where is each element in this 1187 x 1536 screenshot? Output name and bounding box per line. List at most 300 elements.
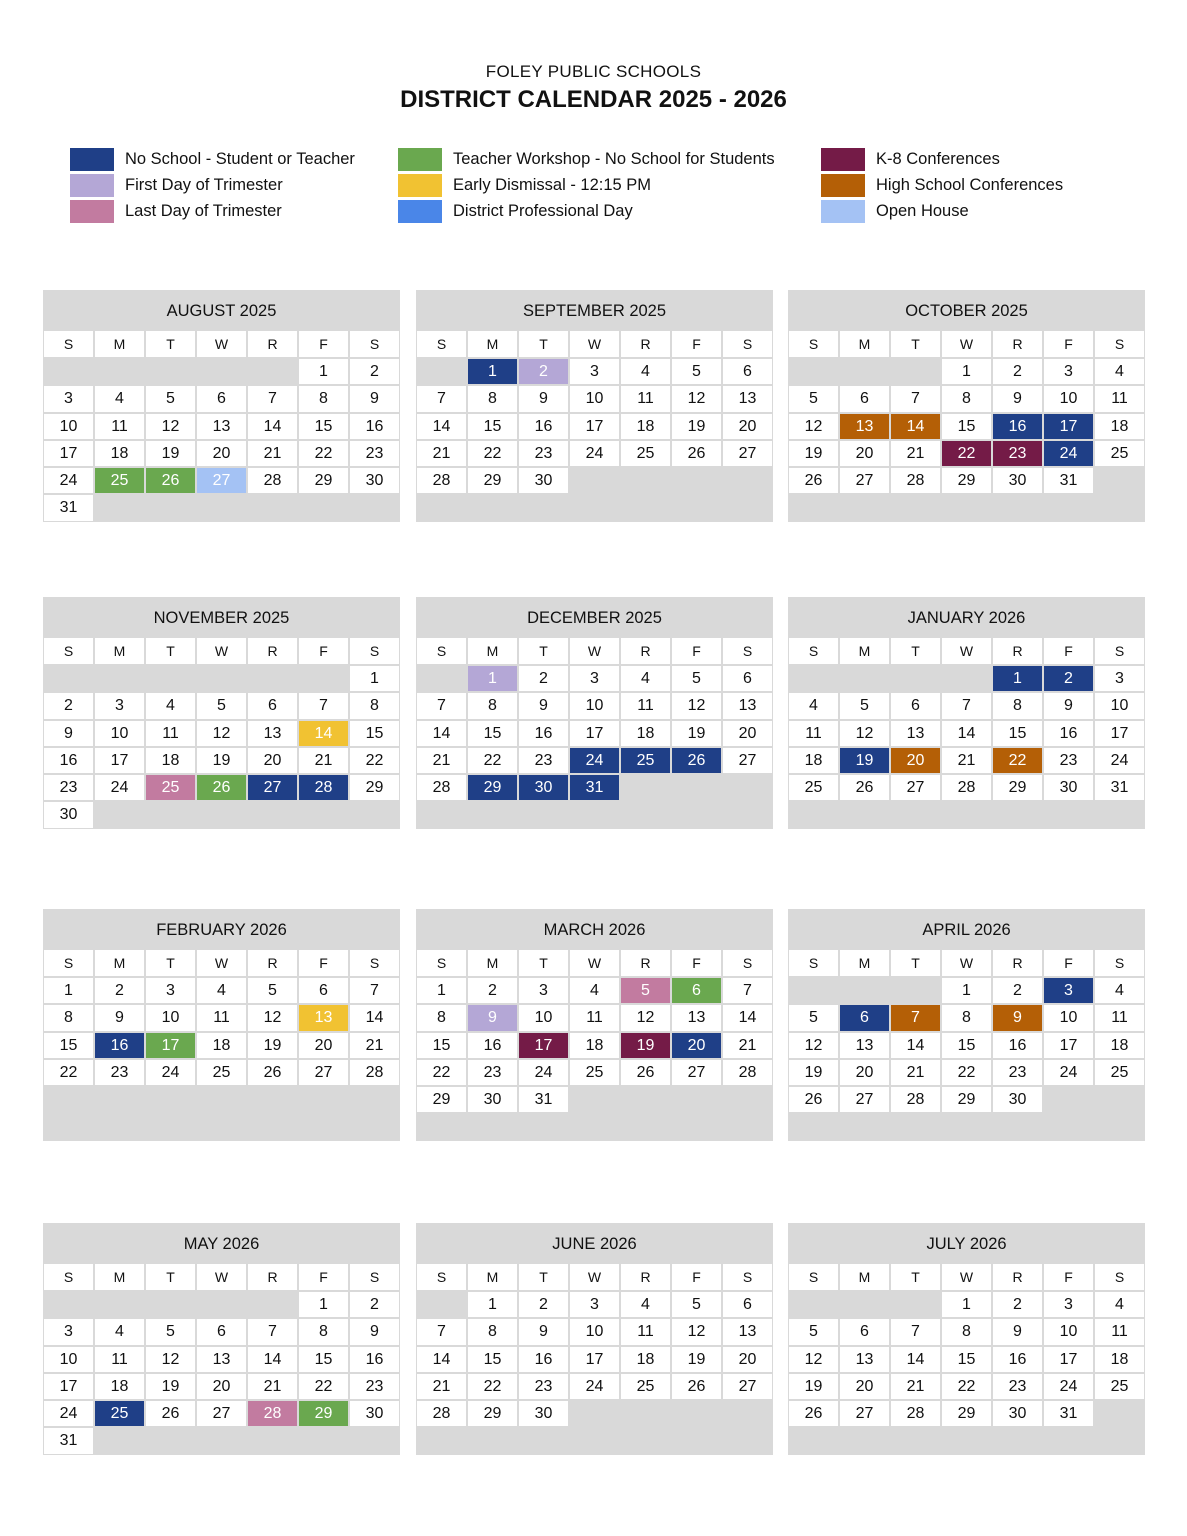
day-cell: 16: [350, 1347, 399, 1372]
weekday-header: F: [299, 1264, 348, 1290]
day-cell-noschool: 30: [519, 775, 568, 800]
empty-cell: [840, 978, 889, 1003]
weekday-header: T: [519, 1264, 568, 1290]
day-cell: 22: [417, 1060, 466, 1085]
calendar-title: DISTRICT CALENDAR 2025 - 2026: [400, 86, 787, 113]
day-cell: 19: [672, 1347, 721, 1372]
day-cell-hs: 14: [891, 414, 940, 439]
empty-cell: [519, 495, 568, 520]
empty-cell: [468, 1428, 517, 1453]
day-cell-hs: 20: [891, 748, 940, 773]
day-cell: 28: [942, 775, 991, 800]
empty-cell: [723, 1114, 772, 1139]
day-cell: 20: [840, 441, 889, 466]
day-cell: 29: [350, 775, 399, 800]
day-cell: 16: [519, 414, 568, 439]
day-cell-noschool: 1: [993, 666, 1042, 691]
month-grid: [44, 638, 399, 828]
day-cell: 9: [95, 1005, 144, 1030]
day-cell: 2: [993, 978, 1042, 1003]
day-cell: 28: [417, 775, 466, 800]
day-cell: 3: [1095, 666, 1144, 691]
day-cell-early: 14: [299, 721, 348, 746]
weekday-header: S: [44, 1264, 93, 1290]
month-calendar: [788, 597, 1145, 829]
month-calendar: [416, 1223, 773, 1455]
day-cell: 25: [197, 1060, 246, 1085]
empty-cell: [993, 495, 1042, 520]
legend-swatch: [70, 200, 114, 223]
day-cell: 1: [942, 359, 991, 384]
day-cell: 1: [468, 1292, 517, 1317]
weekday-header: S: [723, 331, 772, 357]
weekday-header: M: [468, 331, 517, 357]
day-cell: 28: [417, 468, 466, 493]
day-cell: 30: [993, 468, 1042, 493]
day-cell: 15: [299, 1347, 348, 1372]
day-cell: 4: [621, 1292, 670, 1317]
day-cell: 28: [891, 468, 940, 493]
day-cell-early: 13: [299, 1005, 348, 1030]
legend-item-last: [70, 199, 282, 223]
day-cell: 27: [723, 441, 772, 466]
day-cell: 23: [519, 1374, 568, 1399]
day-cell: 21: [723, 1033, 772, 1058]
day-cell: 25: [789, 775, 838, 800]
day-cell-hs: 9: [993, 1005, 1042, 1030]
day-cell: 27: [723, 748, 772, 773]
weekday-header: S: [417, 950, 466, 976]
empty-cell: [248, 1292, 297, 1317]
day-cell: 3: [1044, 1292, 1093, 1317]
day-cell: 10: [519, 1005, 568, 1030]
day-cell: 6: [840, 386, 889, 411]
weekday-header: T: [519, 638, 568, 664]
empty-cell: [840, 802, 889, 827]
day-cell: 29: [942, 1087, 991, 1112]
weekday-header: S: [789, 1264, 838, 1290]
empty-cell: [570, 468, 619, 493]
month-title: OCTOBER 2025: [789, 291, 1144, 331]
empty-cell: [1095, 468, 1144, 493]
empty-cell: [942, 666, 991, 691]
weekday-header: F: [672, 331, 721, 357]
day-cell: 5: [672, 666, 721, 691]
day-cell: 19: [672, 414, 721, 439]
day-cell: 22: [942, 1060, 991, 1085]
day-cell: 28: [248, 468, 297, 493]
day-cell: 8: [942, 386, 991, 411]
day-cell: 18: [570, 1033, 619, 1058]
empty-cell: [299, 1087, 348, 1112]
weekday-header: M: [468, 638, 517, 664]
empty-cell: [95, 1087, 144, 1112]
weekday-header: F: [672, 638, 721, 664]
empty-cell: [891, 666, 940, 691]
day-cell: 7: [417, 693, 466, 718]
day-cell: 19: [789, 1060, 838, 1085]
day-cell-noschool: 2: [1044, 666, 1093, 691]
day-cell: 4: [789, 693, 838, 718]
day-cell-noschool: 25: [95, 1401, 144, 1426]
day-cell: 20: [248, 748, 297, 773]
day-cell: 11: [789, 721, 838, 746]
day-cell: 31: [519, 1087, 568, 1112]
day-cell: 14: [248, 414, 297, 439]
weekday-header: W: [570, 331, 619, 357]
day-cell: 9: [993, 1319, 1042, 1344]
empty-cell: [621, 1428, 670, 1453]
day-cell: 21: [891, 1060, 940, 1085]
day-cell: 17: [44, 1374, 93, 1399]
day-cell: 7: [891, 1319, 940, 1344]
day-cell: 28: [350, 1060, 399, 1085]
day-cell: 22: [350, 748, 399, 773]
empty-cell: [299, 1114, 348, 1139]
month-title: JUNE 2026: [417, 1224, 772, 1264]
month-grid: [417, 331, 772, 521]
day-cell: 20: [723, 414, 772, 439]
day-cell-last: 5: [621, 978, 670, 1003]
day-cell: 15: [44, 1033, 93, 1058]
empty-cell: [891, 1114, 940, 1139]
empty-cell: [672, 1401, 721, 1426]
day-cell: 10: [570, 1319, 619, 1344]
day-cell: 12: [197, 721, 246, 746]
empty-cell: [417, 1292, 466, 1317]
weekday-header: T: [519, 950, 568, 976]
empty-cell: [417, 359, 466, 384]
empty-cell: [1044, 1428, 1093, 1453]
month-title: APRIL 2026: [789, 910, 1144, 950]
month-title: MARCH 2026: [417, 910, 772, 950]
legend-swatch: [70, 174, 114, 197]
weekday-header: S: [1095, 638, 1144, 664]
empty-cell: [993, 802, 1042, 827]
legend-item-open: [821, 199, 969, 223]
weekday-header: W: [942, 331, 991, 357]
empty-cell: [891, 978, 940, 1003]
day-cell-noschool: 24: [1044, 441, 1093, 466]
empty-cell: [299, 1428, 348, 1453]
day-cell: 30: [1044, 775, 1093, 800]
empty-cell: [942, 1114, 991, 1139]
day-cell: 23: [519, 441, 568, 466]
day-cell: 3: [1044, 359, 1093, 384]
weekday-header: W: [197, 331, 246, 357]
day-cell: 2: [95, 978, 144, 1003]
empty-cell: [1095, 1401, 1144, 1426]
legend-label: Teacher Workshop - No School for Students: [453, 149, 775, 168]
day-cell: 3: [570, 666, 619, 691]
day-cell: 15: [468, 414, 517, 439]
empty-cell: [95, 495, 144, 520]
day-cell-last: 28: [248, 1401, 297, 1426]
empty-cell: [570, 1428, 619, 1453]
legend-label: No School - Student or Teacher: [125, 149, 355, 168]
empty-cell: [146, 666, 195, 691]
day-cell: 24: [519, 1060, 568, 1085]
day-cell: 11: [146, 721, 195, 746]
empty-cell: [197, 1292, 246, 1317]
day-cell: 12: [789, 1347, 838, 1372]
empty-cell: [1095, 1114, 1144, 1139]
empty-cell: [840, 1292, 889, 1317]
empty-cell: [44, 666, 93, 691]
month-calendar: [416, 909, 773, 1141]
empty-cell: [95, 1292, 144, 1317]
legend-label: First Day of Trimester: [125, 175, 283, 194]
day-cell: 23: [350, 441, 399, 466]
day-cell: 20: [299, 1033, 348, 1058]
day-cell: 13: [197, 414, 246, 439]
day-cell: 5: [248, 978, 297, 1003]
empty-cell: [417, 495, 466, 520]
day-cell: 6: [723, 359, 772, 384]
day-cell: 7: [942, 693, 991, 718]
day-cell: 24: [44, 468, 93, 493]
day-cell: 18: [1095, 414, 1144, 439]
empty-cell: [417, 802, 466, 827]
month-calendar: [416, 290, 773, 522]
weekday-header: W: [197, 950, 246, 976]
day-cell: 4: [146, 693, 195, 718]
day-cell: 6: [248, 693, 297, 718]
day-cell: 1: [417, 978, 466, 1003]
month-calendar: [788, 1223, 1145, 1455]
legend-swatch: [398, 174, 442, 197]
month-grid: [44, 950, 399, 1140]
empty-cell: [993, 1114, 1042, 1139]
empty-cell: [1095, 1428, 1144, 1453]
empty-cell: [621, 802, 670, 827]
month-grid: [789, 638, 1144, 828]
day-cell-noschool: 24: [570, 748, 619, 773]
day-cell: 26: [248, 1060, 297, 1085]
day-cell: 3: [146, 978, 195, 1003]
day-cell: 17: [1095, 721, 1144, 746]
day-cell: 9: [350, 386, 399, 411]
day-cell: 20: [723, 721, 772, 746]
weekday-header: S: [789, 950, 838, 976]
day-cell: 3: [44, 1319, 93, 1344]
day-cell-noschool: 25: [621, 748, 670, 773]
empty-cell: [350, 802, 399, 827]
day-cell: 13: [248, 721, 297, 746]
day-cell: 21: [891, 441, 940, 466]
day-cell-noschool: 31: [570, 775, 619, 800]
empty-cell: [621, 495, 670, 520]
day-cell: 28: [891, 1401, 940, 1426]
legend-label: Last Day of Trimester: [125, 201, 282, 220]
day-cell-noschool: 29: [468, 775, 517, 800]
day-cell: 12: [248, 1005, 297, 1030]
day-cell: 24: [1095, 748, 1144, 773]
weekday-header: F: [299, 950, 348, 976]
day-cell: 2: [468, 978, 517, 1003]
day-cell-k8: 22: [942, 441, 991, 466]
weekday-header: R: [621, 638, 670, 664]
day-cell: 15: [417, 1033, 466, 1058]
day-cell: 25: [621, 441, 670, 466]
day-cell: 30: [993, 1087, 1042, 1112]
day-cell-noschool: 20: [672, 1033, 721, 1058]
day-cell: 22: [468, 748, 517, 773]
empty-cell: [197, 802, 246, 827]
day-cell: 27: [672, 1060, 721, 1085]
empty-cell: [789, 1114, 838, 1139]
weekday-header: S: [1095, 950, 1144, 976]
empty-cell: [519, 1114, 568, 1139]
empty-cell: [891, 802, 940, 827]
weekday-header: M: [95, 331, 144, 357]
day-cell: 5: [789, 386, 838, 411]
day-cell: 2: [519, 1292, 568, 1317]
day-cell: 31: [44, 1428, 93, 1453]
empty-cell: [789, 666, 838, 691]
weekday-header: M: [468, 1264, 517, 1290]
empty-cell: [723, 1428, 772, 1453]
legend-item-k8: [821, 147, 1000, 171]
day-cell: 8: [468, 693, 517, 718]
day-cell: 15: [299, 414, 348, 439]
day-cell: 25: [621, 1374, 670, 1399]
month-grid: [417, 638, 772, 828]
day-cell: 23: [993, 1060, 1042, 1085]
empty-cell: [570, 802, 619, 827]
empty-cell: [672, 1087, 721, 1112]
empty-cell: [44, 1087, 93, 1112]
legend-swatch: [821, 200, 865, 223]
day-cell: 13: [891, 721, 940, 746]
month-title: DECEMBER 2025: [417, 598, 772, 638]
day-cell: 8: [468, 1319, 517, 1344]
empty-cell: [197, 1087, 246, 1112]
day-cell: 20: [197, 1374, 246, 1399]
day-cell: 1: [299, 1292, 348, 1317]
empty-cell: [248, 1087, 297, 1112]
day-cell: 18: [1095, 1033, 1144, 1058]
day-cell: 30: [519, 468, 568, 493]
weekday-header: T: [146, 1264, 195, 1290]
empty-cell: [672, 1114, 721, 1139]
day-cell: 11: [621, 386, 670, 411]
month-calendar: [43, 290, 400, 522]
empty-cell: [248, 666, 297, 691]
day-cell: 17: [1044, 1033, 1093, 1058]
day-cell: 1: [299, 359, 348, 384]
weekday-header: S: [350, 331, 399, 357]
day-cell: 21: [248, 441, 297, 466]
day-cell: 8: [299, 386, 348, 411]
empty-cell: [468, 1114, 517, 1139]
day-cell: 21: [891, 1374, 940, 1399]
empty-cell: [942, 802, 991, 827]
empty-cell: [468, 802, 517, 827]
month-calendar: [788, 290, 1145, 522]
weekday-header: F: [1044, 331, 1093, 357]
day-cell: 1: [350, 666, 399, 691]
day-cell: 4: [95, 386, 144, 411]
day-cell: 14: [417, 414, 466, 439]
day-cell: 24: [570, 1374, 619, 1399]
empty-cell: [723, 468, 772, 493]
day-cell: 11: [570, 1005, 619, 1030]
day-cell: 19: [248, 1033, 297, 1058]
day-cell: 10: [1044, 1005, 1093, 1030]
day-cell: 13: [197, 1347, 246, 1372]
empty-cell: [621, 775, 670, 800]
day-cell: 7: [723, 978, 772, 1003]
empty-cell: [299, 495, 348, 520]
day-cell: 14: [891, 1033, 940, 1058]
legend-item-hs: [821, 173, 1063, 197]
day-cell: 12: [672, 386, 721, 411]
day-cell: 6: [197, 386, 246, 411]
day-cell: 12: [672, 693, 721, 718]
day-cell: 22: [942, 1374, 991, 1399]
day-cell: 23: [468, 1060, 517, 1085]
empty-cell: [350, 1114, 399, 1139]
empty-cell: [789, 359, 838, 384]
day-cell: 13: [723, 1319, 772, 1344]
empty-cell: [672, 1428, 721, 1453]
day-cell: 24: [1044, 1374, 1093, 1399]
day-cell: 1: [44, 978, 93, 1003]
empty-cell: [1095, 802, 1144, 827]
day-cell: 15: [350, 721, 399, 746]
day-cell: 18: [789, 748, 838, 773]
day-cell: 16: [519, 1347, 568, 1372]
weekday-header: T: [146, 950, 195, 976]
day-cell: 27: [197, 1401, 246, 1426]
day-cell: 19: [146, 441, 195, 466]
day-cell-noschool: 27: [248, 775, 297, 800]
weekday-header: R: [621, 1264, 670, 1290]
weekday-header: S: [1095, 331, 1144, 357]
day-cell: 8: [942, 1319, 991, 1344]
empty-cell: [197, 359, 246, 384]
day-cell: 26: [789, 468, 838, 493]
day-cell: 24: [146, 1060, 195, 1085]
day-cell: 9: [519, 386, 568, 411]
day-cell: 5: [146, 386, 195, 411]
day-cell-hs: 22: [993, 748, 1042, 773]
day-cell-hs: 7: [891, 1005, 940, 1030]
empty-cell: [519, 802, 568, 827]
day-cell-noschool: 28: [299, 775, 348, 800]
day-cell: 21: [942, 748, 991, 773]
day-cell-noschool: 1: [468, 359, 517, 384]
empty-cell: [1044, 495, 1093, 520]
day-cell: 7: [417, 1319, 466, 1344]
weekday-header: W: [197, 1264, 246, 1290]
weekday-header: T: [146, 331, 195, 357]
weekday-header: W: [570, 1264, 619, 1290]
legend-swatch: [821, 174, 865, 197]
day-cell-workshop: 6: [672, 978, 721, 1003]
month-grid: [44, 331, 399, 521]
empty-cell: [417, 1428, 466, 1453]
weekday-header: S: [789, 331, 838, 357]
day-cell: 4: [1095, 978, 1144, 1003]
day-cell: 6: [723, 1292, 772, 1317]
day-cell: 23: [44, 775, 93, 800]
day-cell-workshop: 29: [299, 1401, 348, 1426]
empty-cell: [621, 1087, 670, 1112]
legend-swatch: [821, 148, 865, 171]
day-cell: 4: [621, 359, 670, 384]
